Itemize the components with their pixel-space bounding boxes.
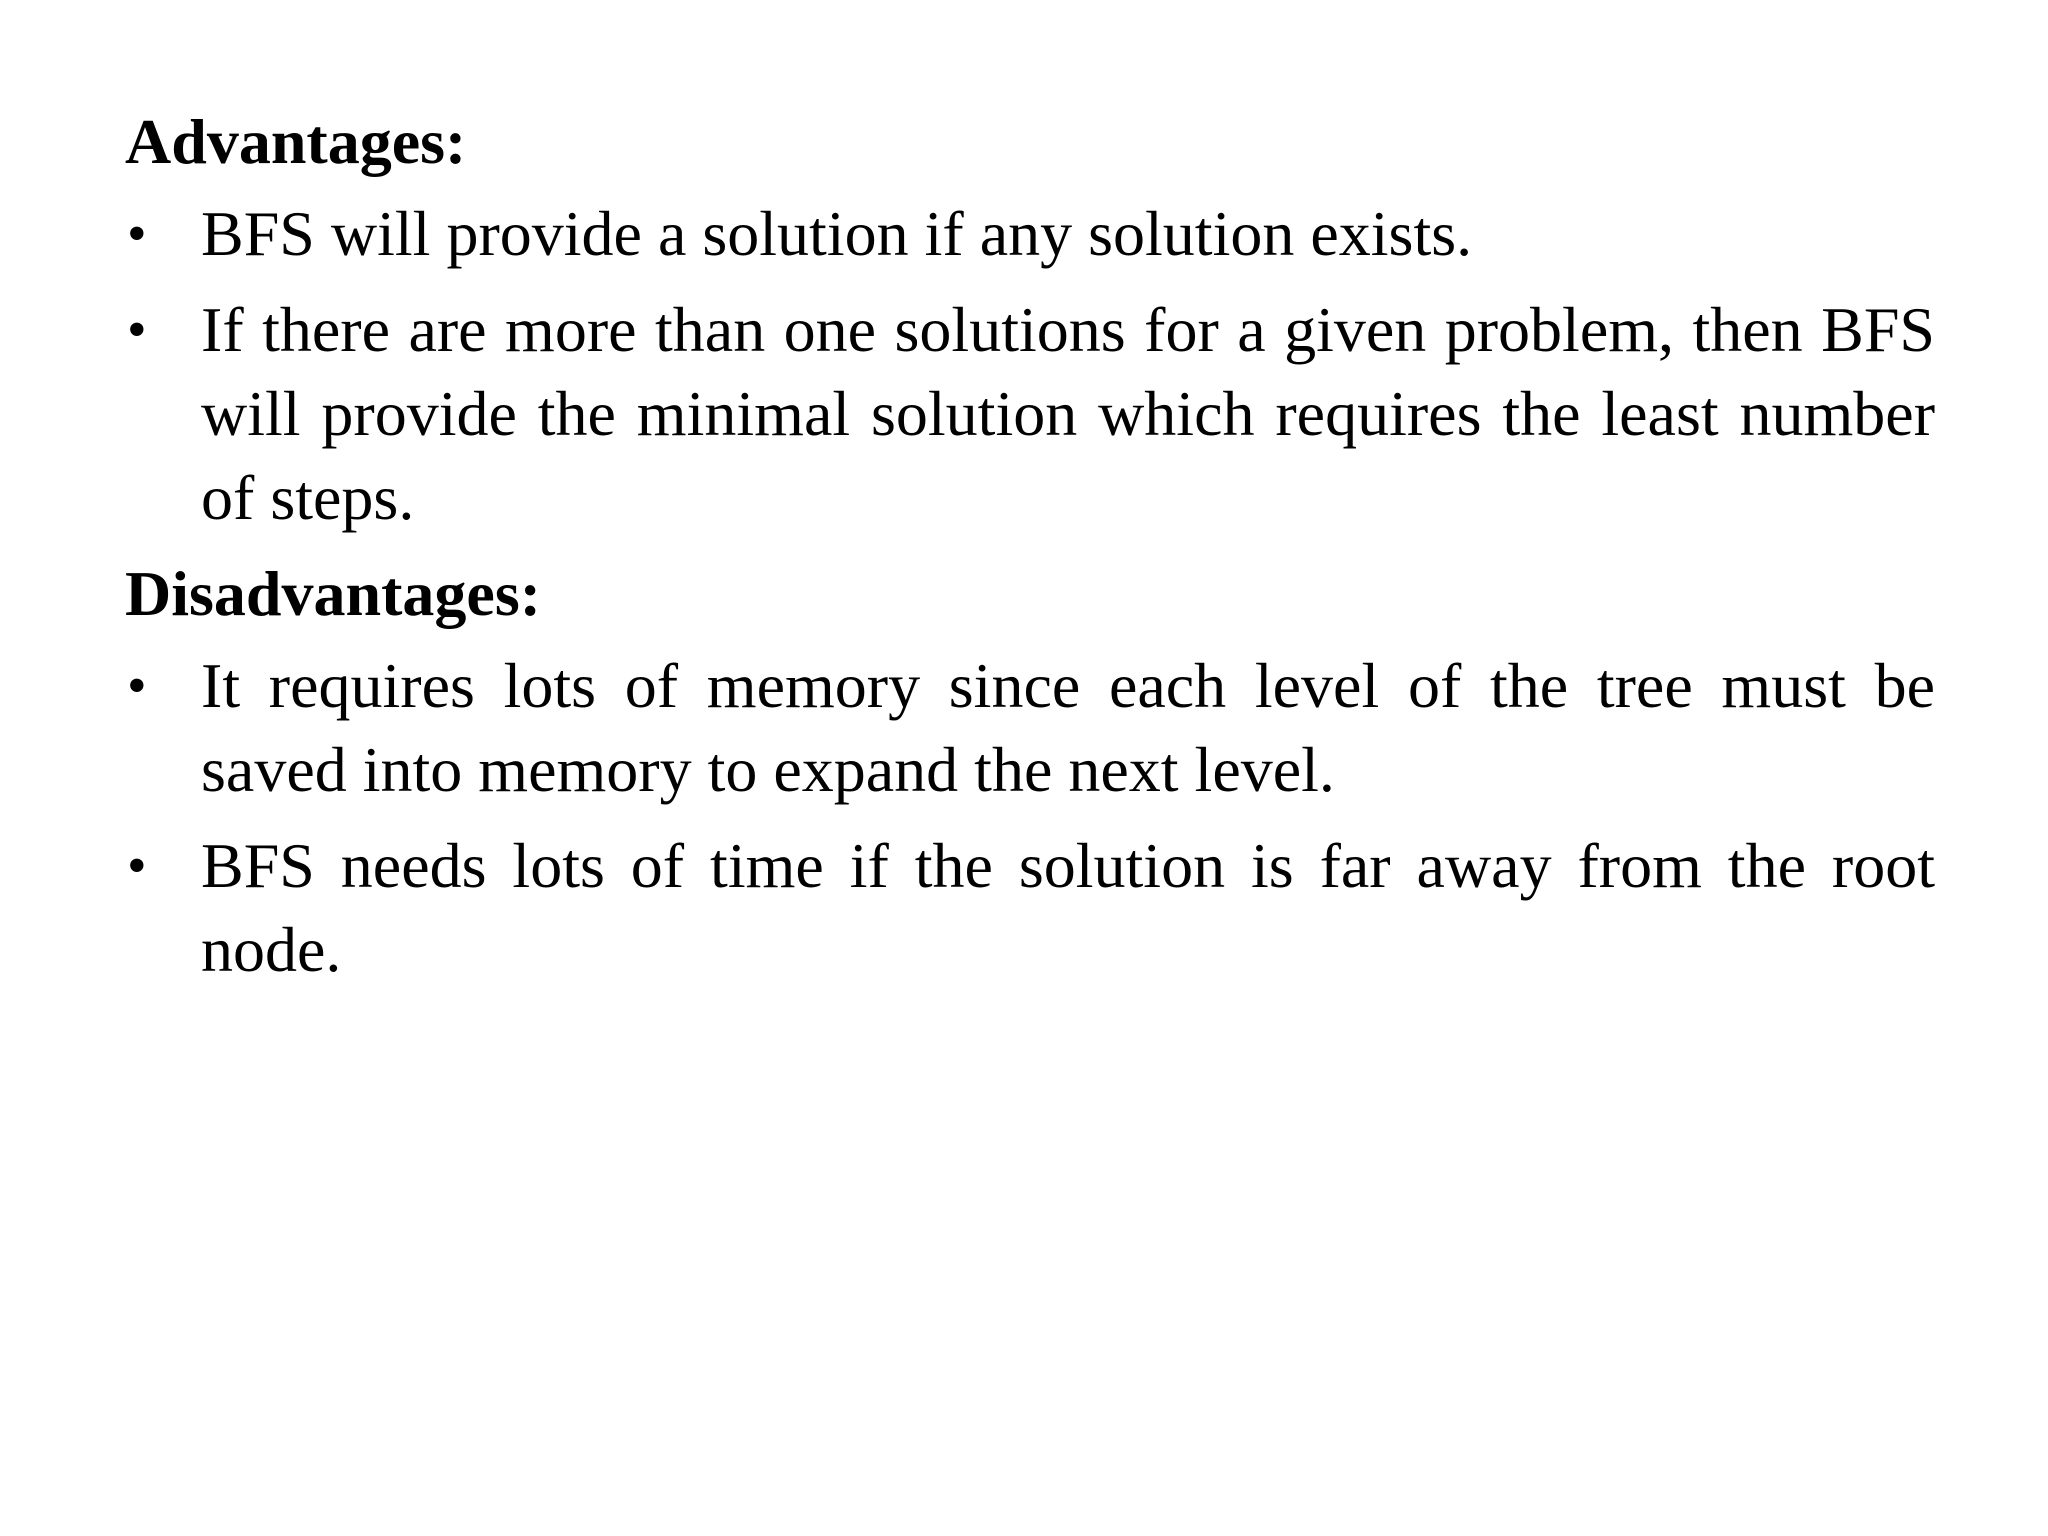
bullet-icon: • (127, 299, 147, 361)
disadvantage-text: BFS needs lots of time if the solution is far away from the root node. (201, 830, 1935, 985)
advantage-item (125, 288, 1935, 540)
disadvantage-text: It requires lots of memory since each level of the tree must be saved into memory to expand the next level. (201, 650, 1935, 805)
disadvantages-list (125, 644, 1935, 992)
bullet-icon: • (127, 203, 147, 265)
advantage-item (125, 192, 1935, 276)
advantages-list (125, 192, 1935, 540)
bullet-icon: • (127, 835, 147, 897)
disadvantage-item (125, 644, 1935, 812)
disadvantage-item (125, 824, 1935, 992)
advantages-heading: Advantages: (125, 106, 467, 177)
bullet-icon: • (127, 655, 147, 717)
advantage-text: BFS will provide a solution if any solution exists. (201, 198, 1473, 269)
slide-content (125, 100, 1935, 1004)
disadvantages-heading: Disadvantages: (125, 558, 542, 629)
advantage-text: If there are more than one solutions for a given problem, then BFS will provide the minimal solution which requires the least number of steps. (201, 294, 1935, 533)
